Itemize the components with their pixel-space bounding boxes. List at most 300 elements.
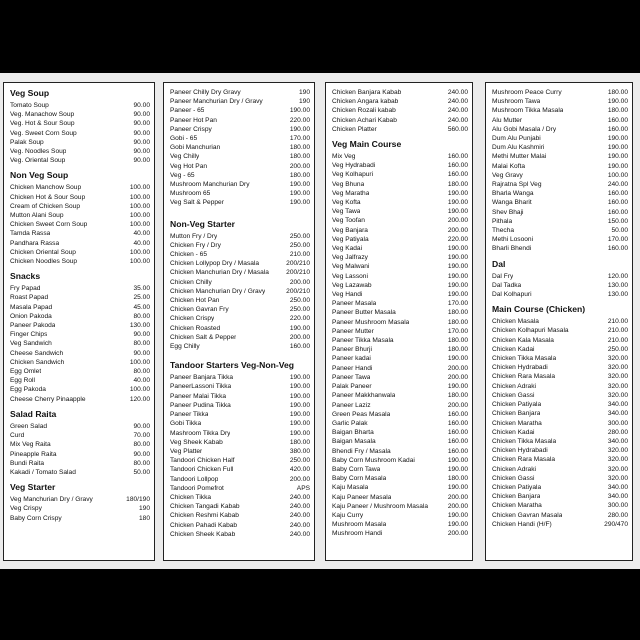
- item-name: Kakadi / Tomato Salad: [10, 468, 76, 476]
- menu-item: [332, 152, 468, 161]
- item-price: 320.00: [607, 456, 628, 464]
- menu-item: [170, 241, 310, 250]
- item-price: 180.00: [289, 171, 310, 179]
- item-name: Mushroom Masala: [332, 521, 387, 529]
- item-price: 200.00: [447, 493, 468, 501]
- item-price: 250.00: [289, 457, 310, 465]
- menu-section: [10, 89, 150, 165]
- menu-item: [492, 134, 628, 143]
- menu-item: [10, 119, 150, 128]
- menu-item: [10, 257, 150, 266]
- item-price: 190.00: [447, 189, 468, 197]
- item-price: 160.00: [607, 116, 628, 124]
- item-name: Tandoori Lollpop: [170, 475, 219, 483]
- item-name: Fry Papad: [10, 285, 41, 293]
- item-price: 180/190: [126, 496, 150, 504]
- item-name: Chicken Lollypop Dry / Masala: [170, 260, 260, 268]
- item-price: 120.00: [129, 395, 150, 403]
- section-title: Non Veg Soup: [10, 170, 69, 181]
- item-price: 200.00: [289, 475, 310, 483]
- item-name: Mushroom Tawa: [492, 98, 541, 106]
- menu-item: [492, 217, 628, 226]
- menu-item: [170, 88, 310, 97]
- item-name: Paneer kadai: [332, 355, 371, 363]
- item-price: 90.00: [133, 129, 150, 137]
- menu-item: [170, 475, 310, 484]
- item-price: 40.00: [133, 377, 150, 385]
- menu-item: [492, 235, 628, 244]
- menu-item: [492, 317, 628, 326]
- menu-item: [170, 502, 310, 511]
- menu-item: [332, 493, 468, 502]
- menu-item: [170, 484, 310, 493]
- item-price: 240.00: [289, 493, 310, 501]
- menu-item: [10, 339, 150, 348]
- menu-item: [170, 314, 310, 323]
- item-name: Dal Fry: [492, 272, 514, 280]
- item-price: 180.00: [447, 346, 468, 354]
- item-price: 180.00: [447, 475, 468, 483]
- item-name: Chicken Hot & Sour Soup: [10, 193, 86, 201]
- menu-section: [492, 88, 628, 254]
- menu-item: [10, 129, 150, 138]
- item-price: 240.00: [447, 116, 468, 124]
- item-name: Chicken Handi (H/F): [492, 520, 552, 528]
- item-price: 240.00: [447, 107, 468, 115]
- menu-item: [332, 336, 468, 345]
- menu-item: [10, 330, 150, 339]
- item-price: 190.00: [289, 190, 310, 198]
- item-name: Paneer Crispy: [170, 125, 212, 133]
- item-price: 190.00: [289, 125, 310, 133]
- item-price: 190.00: [289, 401, 310, 409]
- item-name: Chicken Manchurian Dry / Masala: [170, 269, 269, 277]
- menu-item: [10, 321, 150, 330]
- item-price: 90.00: [133, 349, 150, 357]
- item-name: Shev Bhaji: [492, 208, 524, 216]
- menu-item: [332, 299, 468, 308]
- menu-item: [170, 143, 310, 152]
- item-name: Chicken Kadai: [492, 428, 535, 436]
- item-name: Baby Corn Mushroom Kadai: [332, 456, 415, 464]
- item-name: Mushroom 65: [170, 190, 211, 198]
- menu-item: [332, 244, 468, 253]
- item-price: 90.00: [133, 111, 150, 119]
- item-name: Baby Corn Crispy: [10, 514, 62, 522]
- menu-item: [170, 189, 310, 198]
- item-name: Chicken Tangadi Kabab: [170, 503, 240, 511]
- menu-item: [170, 152, 310, 161]
- item-name: Veg Salt & Pepper: [170, 199, 224, 207]
- menu-item: [492, 455, 628, 464]
- menu-item: [492, 226, 628, 235]
- item-price: 190.00: [447, 245, 468, 253]
- item-price: 240.00: [447, 98, 468, 106]
- item-price: 100.00: [129, 258, 150, 266]
- item-price: 320.00: [607, 364, 628, 372]
- item-price: 180.00: [289, 438, 310, 446]
- menu-item: [332, 88, 468, 97]
- item-name: Paneer Chilly Dry Gravy: [170, 89, 241, 96]
- section-title: Salad Raita: [10, 408, 57, 419]
- item-price: 90.00: [133, 120, 150, 128]
- menu-item: [332, 189, 468, 198]
- item-name: Chicken Kadai: [492, 345, 535, 353]
- item-name: Veg Kolhapuri: [332, 171, 374, 179]
- menu-item: [170, 198, 310, 207]
- menu-item: [332, 235, 468, 244]
- item-price: 420.00: [289, 466, 310, 474]
- section-title: Veg Starter: [10, 482, 56, 493]
- menu-item: [492, 382, 628, 391]
- menu-item: [492, 171, 628, 180]
- menu-item: [170, 268, 310, 277]
- menu-item: [332, 170, 468, 179]
- menu-item: [10, 349, 150, 358]
- item-price: 190.00: [447, 521, 468, 529]
- item-price: 340.00: [607, 483, 628, 491]
- item-name: Chicken Salt & Pepper: [170, 333, 237, 341]
- menu-item: [10, 468, 150, 477]
- item-price: 190.00: [447, 383, 468, 391]
- item-name: Baigan Masala: [332, 438, 376, 446]
- menu-item: [10, 312, 150, 321]
- item-price: 200.00: [447, 502, 468, 510]
- menu-item: [332, 474, 468, 483]
- item-name: Tandoori Pomefrot: [170, 484, 224, 492]
- item-name: Chicken Hot Pan: [170, 297, 220, 305]
- menu-item: [332, 97, 468, 106]
- item-name: Veg Toofan: [332, 217, 365, 225]
- item-name: Tandoori Chicken Full: [170, 466, 234, 474]
- item-name: Gobi - 65: [170, 135, 198, 143]
- menu-section: [170, 220, 310, 352]
- menu-item: [10, 422, 150, 431]
- menu-item: [332, 106, 468, 115]
- menu-item: [332, 410, 468, 419]
- item-price: 170.00: [447, 300, 468, 308]
- item-name: Dum Alu Kashmiri: [492, 144, 545, 152]
- item-price: 100.00: [129, 202, 150, 210]
- menu-item: [492, 474, 628, 483]
- item-name: Paneer Pudina Tikka: [170, 401, 231, 409]
- item-price: 190.00: [447, 291, 468, 299]
- item-price: 80.00: [133, 368, 150, 376]
- menu-item: [10, 211, 150, 220]
- menu-item: [170, 429, 310, 438]
- menu-item: [170, 116, 310, 125]
- item-name: Chicken Sweet Corn Soup: [10, 221, 88, 229]
- menu-item: [332, 447, 468, 456]
- item-price: 100.00: [129, 184, 150, 192]
- item-name: Baby Corn Tawa: [332, 465, 381, 473]
- item-name: Chicken Banjara Kabab: [332, 89, 402, 96]
- item-price: 200.00: [447, 530, 468, 538]
- menu-sheet: [0, 73, 640, 569]
- item-name: Egg Pakoda: [10, 386, 46, 394]
- item-price: 190.00: [447, 355, 468, 363]
- item-name: Mushroom Manchurian Dry: [170, 181, 250, 189]
- item-name: Pandhara Rassa: [10, 239, 60, 247]
- item-price: 180.00: [447, 337, 468, 345]
- menu-item: [332, 529, 468, 538]
- item-price: 560.00: [447, 125, 468, 133]
- item-name: Chicken Noodles Soup: [10, 258, 78, 266]
- item-price: 100.00: [129, 248, 150, 256]
- item-price: 190.00: [607, 144, 628, 152]
- item-price: 210.00: [289, 251, 310, 259]
- menu-item: [492, 152, 628, 161]
- menu-item: [170, 278, 310, 287]
- menu-item: [492, 492, 628, 501]
- item-price: 280.00: [607, 428, 628, 436]
- menu-item: [492, 88, 628, 97]
- item-price: 290/470: [604, 520, 628, 528]
- item-price: 130.00: [129, 322, 150, 330]
- item-name: Veg Platter: [170, 447, 203, 455]
- menu-item: [332, 520, 468, 529]
- item-name: Cheese Cherry Pinaapple: [10, 395, 86, 403]
- menu-item: [170, 382, 310, 391]
- menu-item: [492, 281, 628, 290]
- item-name: Tomato Soup: [10, 102, 49, 109]
- menu-item: [492, 465, 628, 474]
- menu-column-2: [163, 82, 315, 561]
- menu-item: [170, 456, 310, 465]
- item-price: 210.00: [607, 327, 628, 335]
- menu-item: [10, 395, 150, 404]
- item-name: Paneer Pakoda: [10, 322, 56, 330]
- menu-item: [332, 216, 468, 225]
- menu-item: [10, 101, 150, 110]
- section-title: Dal: [492, 258, 506, 269]
- menu-item: [170, 373, 310, 382]
- menu-item: [492, 483, 628, 492]
- menu-section: [10, 171, 150, 266]
- item-price: 220.00: [447, 235, 468, 243]
- item-price: 170.00: [289, 135, 310, 143]
- menu-item: [170, 162, 310, 171]
- item-price: 100.00: [607, 171, 628, 179]
- item-name: Veg Lazawab: [332, 281, 372, 289]
- menu-item: [10, 156, 150, 165]
- item-price: 320.00: [607, 355, 628, 363]
- item-price: 190.00: [289, 181, 310, 189]
- item-price: 200.00: [447, 226, 468, 234]
- item-name: Egg Roll: [10, 377, 35, 385]
- menu-item: [332, 290, 468, 299]
- item-name: Veg Hydrabadi: [332, 162, 376, 170]
- menu-item: [332, 125, 468, 134]
- menu-item: [332, 180, 468, 189]
- item-price: 130.00: [607, 281, 628, 289]
- item-price: 80.00: [133, 459, 150, 467]
- item-name: Chicken Roasted: [170, 324, 221, 332]
- item-price: 180.00: [447, 180, 468, 188]
- menu-item: [10, 220, 150, 229]
- menu-item: [492, 501, 628, 510]
- menu-item: [10, 202, 150, 211]
- item-name: Paneer Banjara Tikka: [170, 374, 234, 382]
- menu-section: [10, 272, 150, 404]
- item-price: 80.00: [133, 340, 150, 348]
- item-name: Veg Handi: [332, 291, 363, 299]
- menu-item: [332, 382, 468, 391]
- menu-item: [492, 511, 628, 520]
- item-price: 190.00: [447, 254, 468, 262]
- item-price: 40.00: [133, 239, 150, 247]
- item-price: 340.00: [607, 401, 628, 409]
- menu-item: [492, 428, 628, 437]
- item-price: 190.00: [289, 420, 310, 428]
- menu-item: [492, 446, 628, 455]
- item-name: Paneer Bhurji: [332, 346, 372, 354]
- menu-item: [332, 364, 468, 373]
- item-name: Paneer Mushroom Masala: [332, 318, 410, 326]
- item-name: Mashroom Tikka Dry: [170, 429, 231, 437]
- item-price: 380.00: [289, 447, 310, 455]
- menu-item: [170, 305, 310, 314]
- item-name: Mutton Alani Soup: [10, 212, 64, 220]
- item-name: Gobi Manchurian: [170, 144, 221, 152]
- item-name: Veg Manchurian Dry / Gravy: [10, 496, 93, 504]
- menu-item: [332, 345, 468, 354]
- item-name: Dal Tadka: [492, 281, 522, 289]
- menu-item: [332, 428, 468, 437]
- item-name: Veg. Hot & Sour Soup: [10, 120, 75, 128]
- menu-item: [492, 290, 628, 299]
- menu-item: [10, 193, 150, 202]
- menu-item: [10, 284, 150, 293]
- item-price: 190.00: [607, 162, 628, 170]
- item-price: 160.00: [607, 199, 628, 207]
- menu-item: [332, 456, 468, 465]
- item-name: Chicken Hydrabadi: [492, 364, 548, 372]
- item-name: Paneer Handi: [332, 364, 373, 372]
- menu-item: [492, 409, 628, 418]
- item-price: 340.00: [607, 493, 628, 501]
- item-price: 150.00: [607, 217, 628, 225]
- menu-item: [492, 106, 628, 115]
- item-price: 50.00: [611, 227, 628, 235]
- item-name: Chicken Angara kabab: [332, 98, 399, 106]
- item-price: 190.00: [447, 199, 468, 207]
- item-name: Chicken Manchurian Dry / Gravy: [170, 287, 266, 295]
- item-name: Chicken Sandwich: [10, 358, 65, 366]
- item-name: Kaju Curry: [332, 511, 364, 519]
- item-name: Mushroom Tikka Masala: [492, 107, 564, 115]
- item-price: 240.00: [289, 512, 310, 520]
- item-name: Veg Jalfrazy: [332, 254, 368, 262]
- item-price: 160.00: [447, 171, 468, 179]
- item-price: 160.00: [607, 208, 628, 216]
- menu-item: [492, 419, 628, 428]
- item-name: Veg Tawa: [332, 208, 361, 216]
- item-name: Chicken Rozali kabab: [332, 107, 396, 115]
- menu-item: [332, 483, 468, 492]
- item-price: 170.00: [447, 327, 468, 335]
- menu-item: [492, 345, 628, 354]
- item-name: Chicken Adraki: [492, 465, 536, 473]
- menu-item: [170, 410, 310, 419]
- item-name: Paneer Masala: [332, 300, 377, 308]
- item-price: 80.00: [133, 441, 150, 449]
- item-price: 200/210: [286, 287, 310, 295]
- item-name: Chicken Maratha: [492, 419, 542, 427]
- menu-item: [492, 208, 628, 217]
- item-price: 190.00: [289, 199, 310, 207]
- menu-item: [10, 367, 150, 376]
- menu-item: [492, 198, 628, 207]
- menu-item: [332, 198, 468, 207]
- menu-section: [170, 88, 310, 208]
- item-name: Chicken Gassi: [492, 391, 535, 399]
- item-price: 200/210: [286, 260, 310, 268]
- item-price: 180.00: [447, 309, 468, 317]
- item-price: 25.00: [133, 294, 150, 302]
- item-price: 190.00: [447, 281, 468, 289]
- menu-item: [10, 358, 150, 367]
- item-name: Mix Veg: [332, 153, 356, 161]
- item-price: 200.00: [289, 162, 310, 170]
- item-price: 70.00: [133, 432, 150, 440]
- item-price: 160.00: [447, 429, 468, 437]
- item-name: Tamda Rassa: [10, 230, 51, 238]
- item-price: 250.00: [289, 232, 310, 240]
- item-name: Rajratna Spl Veg: [492, 181, 542, 189]
- menu-section: [332, 140, 468, 539]
- item-price: 220.00: [289, 315, 310, 323]
- menu-item: [492, 400, 628, 409]
- menu-item: [492, 437, 628, 446]
- menu-item: [332, 419, 468, 428]
- menu-item: [10, 459, 150, 468]
- item-price: 180.00: [447, 392, 468, 400]
- menu-item: [170, 134, 310, 143]
- item-name: Baby Corn Masala: [332, 475, 387, 483]
- item-name: Egg Omlet: [10, 368, 42, 376]
- item-name: Chicken Kolhapuri Masala: [492, 327, 569, 335]
- item-name: Chicken Adraki: [492, 382, 536, 390]
- menu-section: [10, 483, 150, 523]
- menu-item: [170, 419, 310, 428]
- menu-column-1: [3, 82, 155, 561]
- item-price: 100.00: [129, 221, 150, 229]
- item-name: Roast Papad: [10, 294, 49, 302]
- item-name: Chicken Maratha: [492, 502, 542, 510]
- item-price: 240.00: [607, 181, 628, 189]
- item-price: 190.00: [607, 153, 628, 161]
- item-price: APS: [296, 484, 310, 492]
- item-name: Veg Crispy: [10, 505, 42, 513]
- item-price: 300.00: [607, 419, 628, 427]
- item-price: 100.00: [129, 386, 150, 394]
- item-name: Veg Banjara: [332, 226, 368, 234]
- item-name: Wanga Bharit: [492, 199, 532, 207]
- item-price: 320.00: [607, 391, 628, 399]
- menu-item: [492, 162, 628, 171]
- item-name: Chicken Hydrabadi: [492, 447, 548, 455]
- item-name: Paneer Malai Tikka: [170, 392, 227, 400]
- item-price: 190.00: [289, 324, 310, 332]
- menu-item: [332, 391, 468, 400]
- item-price: 240.00: [289, 503, 310, 511]
- item-name: Masala Papad: [10, 303, 53, 311]
- item-price: 180.00: [607, 89, 628, 96]
- item-price: 190.00: [447, 208, 468, 216]
- item-price: 90.00: [133, 422, 150, 430]
- item-name: Cheese Sandwich: [10, 349, 64, 357]
